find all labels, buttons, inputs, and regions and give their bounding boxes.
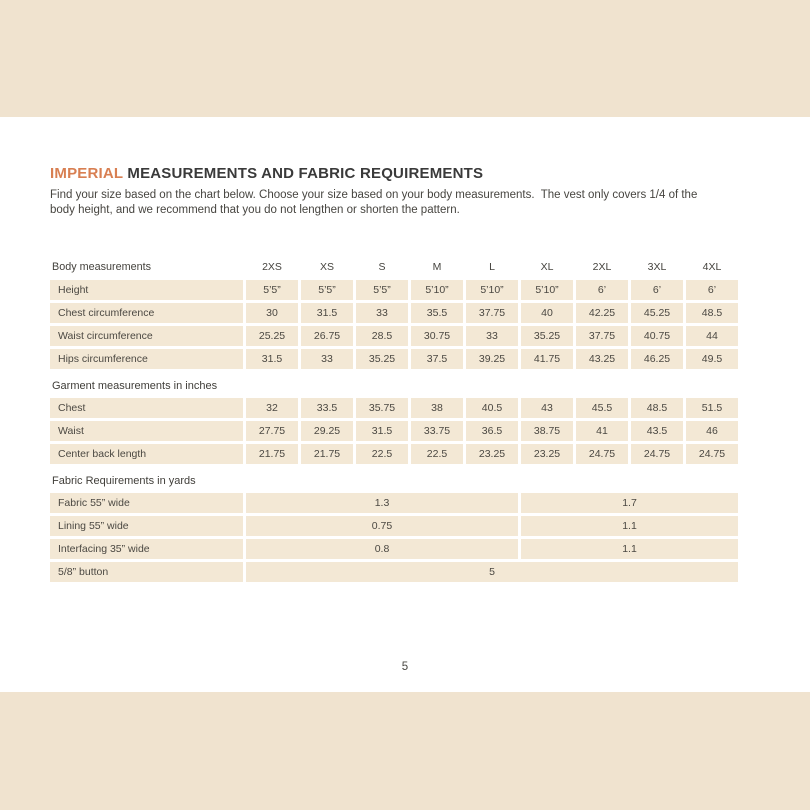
table-row (50, 349, 738, 369)
cell-value: 48.5 (631, 398, 683, 418)
column-header-size: 4XL (702, 261, 722, 273)
cell-value: 30.75 (411, 326, 463, 346)
column-header-size: 3XL (647, 261, 667, 273)
cell-value: 5’5” (356, 280, 408, 300)
table-row (50, 398, 738, 418)
cell-value: 38.75 (521, 421, 573, 441)
column-header-size: M (432, 261, 442, 273)
cell-value: 5’5” (246, 280, 298, 300)
row-label: Hips circumference (50, 349, 243, 369)
cell-value: 49.5 (686, 349, 738, 369)
cell-value: 5’10” (521, 280, 573, 300)
section-row (50, 467, 738, 490)
cell-value: 5’10” (411, 280, 463, 300)
column-header-size: 2XS (262, 261, 282, 273)
cell-value: 40 (521, 303, 573, 323)
cell-value: 6’ (686, 280, 738, 300)
table-row (50, 444, 738, 464)
cell-value: 43.5 (631, 421, 683, 441)
row-label: Fabric 55” wide (50, 493, 243, 513)
column-header-size: XL (540, 261, 554, 273)
size-table-head (50, 257, 738, 277)
cell-value: 35.25 (356, 349, 408, 369)
cell-value: 40.5 (466, 398, 518, 418)
table-row (50, 303, 738, 323)
table-row (50, 539, 738, 559)
cell-value: 37.5 (411, 349, 463, 369)
cell-value: 31.5 (301, 303, 353, 323)
cell-value: 32 (246, 398, 298, 418)
cell-value: 48.5 (686, 303, 738, 323)
page-title (50, 165, 760, 182)
cell-value: 1.7 (521, 493, 738, 513)
cell-value: 46 (686, 421, 738, 441)
cell-value: 33.5 (301, 398, 353, 418)
table-row (50, 493, 738, 513)
cell-value: 5’10” (466, 280, 518, 300)
cell-value: 37.75 (576, 326, 628, 346)
cell-value: 23.25 (521, 444, 573, 464)
table-row (50, 562, 738, 582)
cell-value: 22.5 (356, 444, 408, 464)
top-band (0, 0, 810, 117)
cell-value: 24.75 (631, 444, 683, 464)
cell-value: 27.75 (246, 421, 298, 441)
page-number: 5 (401, 661, 409, 673)
cell-value: 33.75 (411, 421, 463, 441)
section-row (50, 372, 738, 395)
cell-value: 25.25 (246, 326, 298, 346)
cell-value: 35.5 (411, 303, 463, 323)
cell-value: 36.5 (466, 421, 518, 441)
intro-line-1: Find your size based on the chart below. Choose your size based on your body measurements. The vest only covers 1/4 of the (50, 189, 698, 201)
bottom-band (0, 692, 810, 810)
cell-value: 1.1 (521, 539, 738, 559)
cell-value: 33 (301, 349, 353, 369)
cell-value: 5 (246, 562, 738, 582)
column-header-size: S (378, 261, 386, 273)
cell-value: 1.3 (246, 493, 518, 513)
cell-value: 28.5 (356, 326, 408, 346)
cell-value: 22.5 (411, 444, 463, 464)
table-row (50, 516, 738, 536)
size-chart-table (47, 254, 741, 585)
table-row (50, 326, 738, 346)
cell-value: 42.25 (576, 303, 628, 323)
cell-value: 0.8 (246, 539, 518, 559)
cell-value: 30 (246, 303, 298, 323)
cell-value: 33 (466, 326, 518, 346)
cell-value: 23.25 (466, 444, 518, 464)
table-row (50, 421, 738, 441)
page-content (0, 165, 810, 585)
cell-value: 33 (356, 303, 408, 323)
cell-value: 39.25 (466, 349, 518, 369)
row-label: Waist (50, 421, 243, 441)
intro-text (50, 188, 760, 218)
cell-value: 35.25 (521, 326, 573, 346)
cell-value: 40.75 (631, 326, 683, 346)
column-header-label: Body measurements (52, 261, 152, 273)
cell-value: 21.75 (301, 444, 353, 464)
cell-value: 5’5” (301, 280, 353, 300)
cell-value: 41 (576, 421, 628, 441)
cell-value: 51.5 (686, 398, 738, 418)
row-label: Waist circumference (50, 326, 243, 346)
cell-value: 24.75 (576, 444, 628, 464)
cell-value: 6’ (631, 280, 683, 300)
cell-value: 24.75 (686, 444, 738, 464)
intro-line-2: body height, and we recommend that you do not lengthen or shorten the pattern. (50, 204, 460, 216)
cell-value: 45.25 (631, 303, 683, 323)
cell-value: 46.25 (631, 349, 683, 369)
row-label: Chest circumference (50, 303, 243, 323)
row-label: 5/8” button (50, 562, 243, 582)
title-main: MEASUREMENTS AND FABRIC REQUIREMENTS (123, 165, 484, 182)
title-accent: IMPERIAL (50, 165, 123, 182)
row-label: Interfacing 35” wide (50, 539, 243, 559)
cell-value: 21.75 (246, 444, 298, 464)
cell-value: 38 (411, 398, 463, 418)
cell-value: 29.25 (301, 421, 353, 441)
cell-value: 6’ (576, 280, 628, 300)
cell-value: 44 (686, 326, 738, 346)
section-title: Fabric Requirements in yards (52, 475, 196, 487)
cell-value: 41.75 (521, 349, 573, 369)
cell-value: 35.75 (356, 398, 408, 418)
cell-value: 43.25 (576, 349, 628, 369)
table-row (50, 280, 738, 300)
section-title: Garment measurements in inches (52, 380, 218, 392)
size-header-row (50, 257, 738, 277)
cell-value: 31.5 (356, 421, 408, 441)
column-header-size: XS (319, 261, 334, 273)
size-table-body (50, 280, 738, 582)
row-label: Center back length (50, 444, 243, 464)
cell-value: 1.1 (521, 516, 738, 536)
cell-value: 31.5 (246, 349, 298, 369)
cell-value: 45.5 (576, 398, 628, 418)
column-header-size: 2XL (592, 261, 612, 273)
column-header-size: L (489, 261, 495, 273)
row-label: Height (50, 280, 243, 300)
cell-value: 26.75 (301, 326, 353, 346)
cell-value: 43 (521, 398, 573, 418)
row-label: Lining 55” wide (50, 516, 243, 536)
row-label: Chest (50, 398, 243, 418)
cell-value: 0.75 (246, 516, 518, 536)
cell-value: 37.75 (466, 303, 518, 323)
